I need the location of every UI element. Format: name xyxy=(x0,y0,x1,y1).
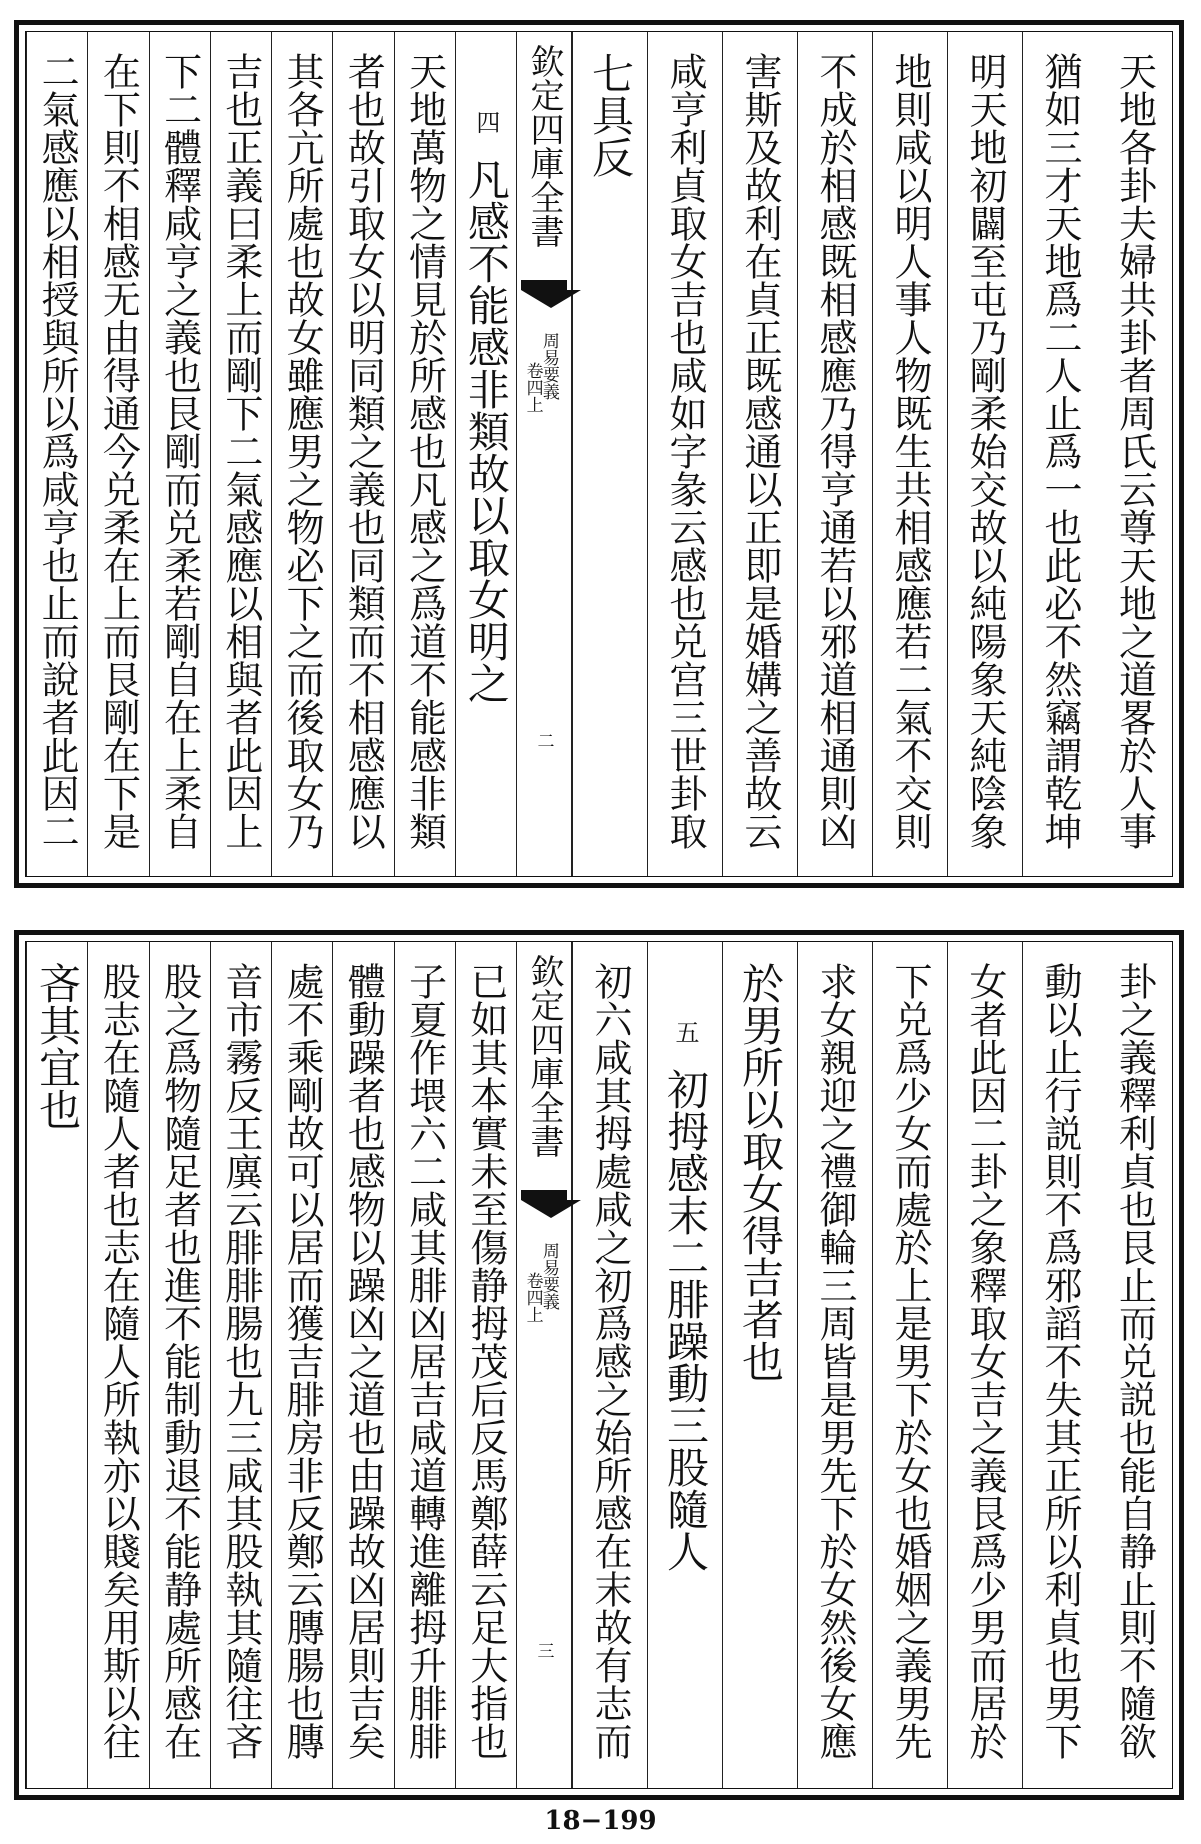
text-column xyxy=(149,942,210,1788)
text-column xyxy=(394,942,455,1788)
text-column xyxy=(797,32,872,876)
column-text: 初六咸其拇處咸之初爲感之始所感在末故有志而 xyxy=(588,962,632,1760)
text-column xyxy=(210,942,271,1788)
text-column xyxy=(647,32,722,876)
text-column xyxy=(26,942,87,1788)
text-column xyxy=(947,32,1022,876)
section-number: 五 xyxy=(671,1020,699,1044)
column-text: 其各亢所處也故女雖應男之物必下之而後取女乃 xyxy=(280,52,325,850)
column-text: 吝其宜也 xyxy=(33,962,83,1130)
text-column xyxy=(210,32,271,876)
gutter-leaf-number: 二 xyxy=(533,732,554,749)
top-page-inner-border xyxy=(25,31,1173,877)
bottom-page-frame xyxy=(14,930,1184,1800)
column-text: 求女親迎之禮御輪三周皆是男先下於女然後女應 xyxy=(813,962,857,1760)
book-title: 欽定四庫全書 xyxy=(524,954,564,1158)
gutter-book-name: 周易要義 xyxy=(538,1242,559,1310)
text-column xyxy=(87,942,148,1788)
column-text: 明天地初闢至屯乃剛柔始交故以純陽象天純陰象 xyxy=(963,52,1007,850)
column-text: 卦之義釋利貞也艮止而兑説也能自静止則不隨欲 xyxy=(1112,962,1157,1760)
section-number: 四 xyxy=(471,110,500,134)
column-text: 動以止行説則不爲邪謟不失其正所以利貞也男下 xyxy=(1038,962,1082,1760)
column-text: 股志在隨人者也志在隨人所執亦以賤矣用斯以往 xyxy=(96,962,141,1760)
column-text: 咸亨利貞取女吉也咸如字彖云感也兑宫三世卦取 xyxy=(663,52,707,850)
gutter-leaf-number: 三 xyxy=(533,1642,554,1659)
column-text: 體動躁者也感物以躁凶之道也由躁故凶居則吉矣 xyxy=(341,962,386,1760)
column-text: 處不乘剛故可以居而獲吉腓房非反鄭云膞腸也膞 xyxy=(280,962,325,1760)
book-gutter-column xyxy=(516,942,572,1788)
fish-tail-mark xyxy=(521,1190,567,1226)
book-title: 欽定四庫全書 xyxy=(524,44,564,248)
column-text: 吉也正義曰柔上而剛下二氣感應以相與者此因上 xyxy=(218,52,263,850)
text-column xyxy=(722,942,797,1788)
text-column xyxy=(1097,32,1172,876)
text-column xyxy=(872,32,947,876)
column-text: 在下則不相感无由得通今兑柔在上而艮剛在下是 xyxy=(96,52,141,850)
text-column xyxy=(149,32,210,876)
text-column xyxy=(872,942,947,1788)
column-text: 害斯及故利在貞正既感通以正即是婚媾之善故云 xyxy=(738,52,782,850)
column-text: 二氣感應以相授與所以爲咸亨也止而說者此因二 xyxy=(35,52,80,850)
text-column xyxy=(572,942,647,1788)
page-number: 18−199 xyxy=(544,1806,657,1836)
gutter-book-name: 周易要義 xyxy=(538,332,559,400)
book-gutter-column xyxy=(516,32,572,876)
column-text: 七具反 xyxy=(586,52,635,178)
column-text: 下兑爲少女而處於上是男下於女也婚姻之義男先 xyxy=(888,962,932,1760)
top-page-frame xyxy=(14,20,1184,888)
column-text: 地則咸以明人事人物既生共相感應若二氣不交則 xyxy=(888,52,932,850)
bottom-page-inner-border xyxy=(25,941,1173,1789)
text-column xyxy=(572,32,647,876)
text-column xyxy=(455,942,516,1788)
text-column xyxy=(797,942,872,1788)
column-text: 下二體釋咸亨之義也艮剛而兑柔若剛自在上柔自 xyxy=(157,52,202,850)
column-text: 天地萬物之情見於所感也凡感之爲道不能感非類 xyxy=(402,52,447,850)
text-column xyxy=(87,32,148,876)
text-column xyxy=(332,32,393,876)
column-text: 女者此因二卦之象釋取女吉之義艮爲少男而居於 xyxy=(963,962,1007,1760)
column-text: 已如其本實未至傷静拇茂后反馬鄭薛云足大指也 xyxy=(463,962,508,1760)
text-column xyxy=(332,942,393,1788)
column-text: 猶如三才天地爲二人止爲一也此必不然竊謂乾坤 xyxy=(1038,52,1082,850)
text-column xyxy=(455,32,516,876)
text-column xyxy=(271,32,332,876)
text-column xyxy=(947,942,1022,1788)
column-text: 股之爲物隨足者也進不能制動退不能静處所感在 xyxy=(157,962,202,1760)
column-text: 不成於相感既相感應乃得亨通若以邪道相通則凶 xyxy=(813,52,857,850)
gutter-volume: 卷四上 xyxy=(522,1272,543,1323)
text-column xyxy=(1097,942,1172,1788)
text-column xyxy=(1022,32,1097,876)
text-column xyxy=(722,32,797,876)
gutter-volume: 卷四上 xyxy=(522,362,543,413)
text-column xyxy=(647,942,722,1788)
fish-tail-mark xyxy=(521,280,567,316)
text-column xyxy=(394,32,455,876)
column-text: 於男所以取女得吉者也 xyxy=(736,962,785,1382)
column-text: 子夏作㙗六二咸其腓凶居吉咸道轉進離拇升腓腓 xyxy=(402,962,447,1760)
column-text: 者也故引取女以明同類之義也同類而不相感應以 xyxy=(341,52,386,850)
text-column xyxy=(26,32,87,876)
text-column xyxy=(1022,942,1097,1788)
text-column xyxy=(271,942,332,1788)
column-text: 凡感不能感非類故以取女明之 xyxy=(461,158,511,704)
column-text: 音市霧反王廙云腓腓腸也九三咸其股執其隨往吝 xyxy=(218,962,263,1760)
column-text: 初拇感末二腓躁動三股隨人 xyxy=(661,1068,710,1572)
column-text: 天地各卦夫婦共卦者周氏云尊天地之道畧於人事 xyxy=(1112,52,1157,850)
